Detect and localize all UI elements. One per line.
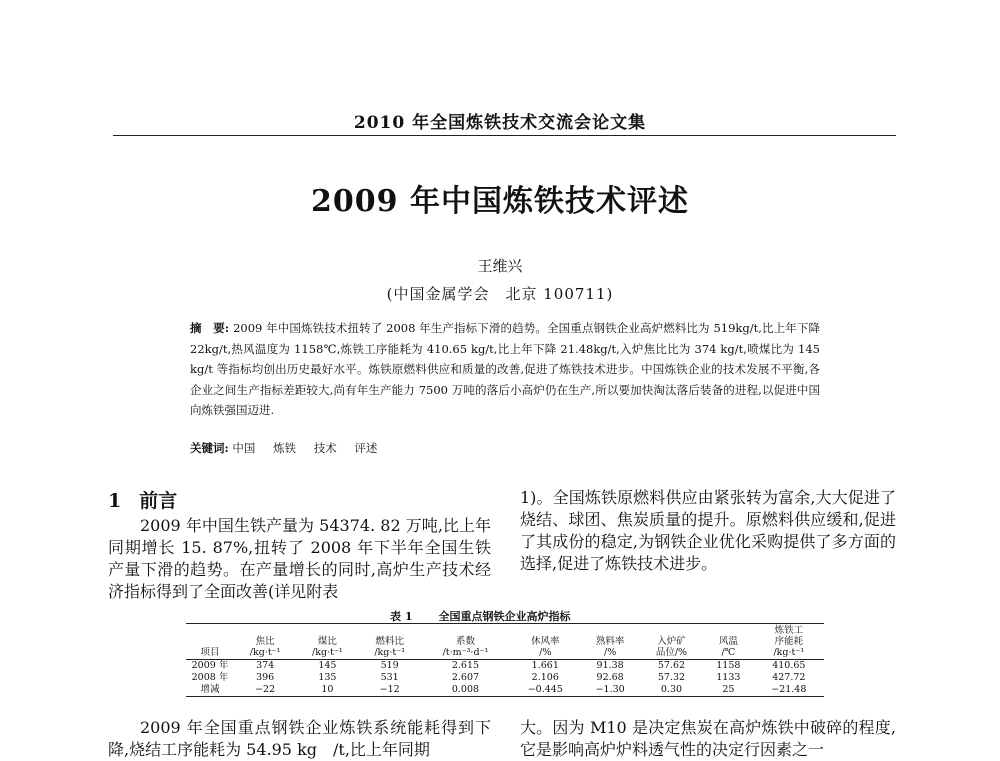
table-cell: 519 [380, 660, 399, 671]
table-header-row [186, 624, 824, 660]
table-header-cell: 休风率 /% [531, 636, 560, 658]
table-cell: 145 [318, 660, 337, 671]
table-cell: 2.106 [531, 672, 559, 683]
table-header-cell: 焦比 /kg·t⁻¹ [249, 636, 281, 658]
running-head: 2010 年全国炼铁技术交流会论文集 [353, 113, 647, 133]
table-header-cell: 煤比 /kg·t⁻¹ [312, 636, 343, 658]
header-rule [113, 135, 896, 136]
table-caption [390, 608, 596, 624]
table-cell: 531 [380, 672, 399, 683]
keywords-label: 关键词: [190, 441, 229, 455]
table-cell: 91.38 [596, 660, 624, 671]
table-cell: −1.30 [595, 684, 625, 695]
intro-paragraph-left: 2009 年中国生铁产量为 54374. 82 万吨,比上年同期增长 15. 87%,扭转了 2008 年下半年全国生铁产量下滑的趋势。在产量增长的同时,高炉生产技术经济指标得到了全面改善(详见附表 [108, 516, 491, 601]
keywords [190, 440, 820, 456]
table-cell: 2009 年 [191, 660, 229, 671]
table-cell: 410.65 [772, 660, 806, 671]
table-cell: 10 [321, 684, 334, 695]
paper-title: 2009 年中国炼铁技术评述 [311, 184, 689, 219]
body-paragraph-left: 2009 年全国重点钢铁企业炼铁系统能耗得到下降,烧结工序能耗为 54.95 kg /t,比上年同期 [108, 718, 491, 759]
table-caption-number: 表 1 [390, 610, 413, 623]
intro-paragraph-right: 1)。全国炼铁原燃料供应由紧张转为富余,大大促进了烧结、球团、焦炭质量的提升。原燃料供应缓和,促进了其成份的稳定,为钢铁企业优化采购提供了多方面的选择,促进了炼铁技术进步。 [520, 488, 896, 573]
table-cell: −12 [379, 684, 400, 695]
table-cell: 25 [722, 684, 735, 695]
abstract [190, 318, 820, 421]
body-paragraph-right: 大。因为 M10 是决定焦炭在高炉炼铁中破碎的程度,它是影响高炉炉料透气性的决定行因素之一 [520, 718, 896, 759]
table-row [186, 660, 824, 673]
table-cell: 1158 [716, 660, 741, 671]
table-header-cell: 入炉矿 品位/% [655, 636, 688, 658]
table-header-cell: 项目 [200, 647, 220, 658]
keyword: 技术 [313, 441, 337, 455]
table-header-cell: 炼铁工 序能耗 /kg·t⁻¹ [773, 625, 805, 658]
table-cell: −22 [255, 684, 276, 695]
table-row [186, 684, 824, 697]
table-cell: 1133 [716, 672, 741, 683]
table-cell: 396 [256, 672, 275, 683]
table-cell: 0.008 [451, 684, 480, 695]
affiliation: (中国金属学会 北京 100711) [386, 285, 614, 303]
table-cell: 92.68 [596, 672, 624, 683]
keyword: 炼铁 [273, 441, 297, 455]
table-cell: 增减 [200, 684, 220, 695]
table-cell: −0.445 [527, 684, 563, 695]
keyword: 中国 [232, 441, 256, 455]
table-cell: 0.30 [660, 684, 683, 695]
abstract-text: 2009 年中国炼铁技术扭转了 2008 年生产指标下滑的趋势。全国重点钢铁企业高炉燃料比为 519kg/t,比上年下降 22kg/t,热风温度为 1158℃,炼铁工序能耗为 410.65 kg/t,比上年下降 21.48kg/t,入炉焦比比为 374 kg/t,喷煤比为 145 kg/t 等指标均创出历史最好水平。炼铁原燃料供应和质量的改善,促进了炼铁技术进步。中国炼铁企业的技术发展不平衡,各企业之间生产指标差距较大,尚有年生产能力 7500 万吨的落后小高炉仍在生产,所以要加快淘汰落后装备的进程,以促进中国向炼铁强国迈进. [190, 321, 820, 417]
table-caption-title: 全国重点钢铁企业高炉指标 [438, 610, 571, 623]
table-header-cell: 风温 /℃ [718, 636, 738, 658]
table-cell: 1.661 [531, 660, 559, 671]
section-title: 前言 [139, 490, 178, 512]
table-cell: 57.32 [657, 672, 686, 683]
table-cell: 2.615 [451, 660, 480, 671]
table-cell: −21.48 [771, 684, 807, 695]
table-row [186, 672, 824, 684]
table-cell: 57.62 [657, 660, 686, 671]
table-cell: 374 [256, 660, 275, 671]
table-cell: 2.607 [451, 672, 480, 683]
abstract-label: 摘 要: [190, 321, 230, 335]
table-cell: 135 [318, 672, 337, 683]
table-header-cell: 熟料率 /% [595, 636, 625, 658]
table-header-cell: 燃料比 /kg·t⁻¹ [374, 636, 406, 658]
table-cell: 2008 年 [191, 672, 229, 683]
keyword: 评述 [354, 441, 378, 455]
author: 王维兴 [477, 257, 523, 275]
section-heading [108, 486, 195, 513]
table-header-cell: 系数 /t·m⁻³·d⁻¹ [442, 636, 489, 658]
section-number: 1 [108, 490, 122, 512]
indicator-table [186, 623, 824, 697]
table-cell: 427.72 [772, 672, 806, 683]
